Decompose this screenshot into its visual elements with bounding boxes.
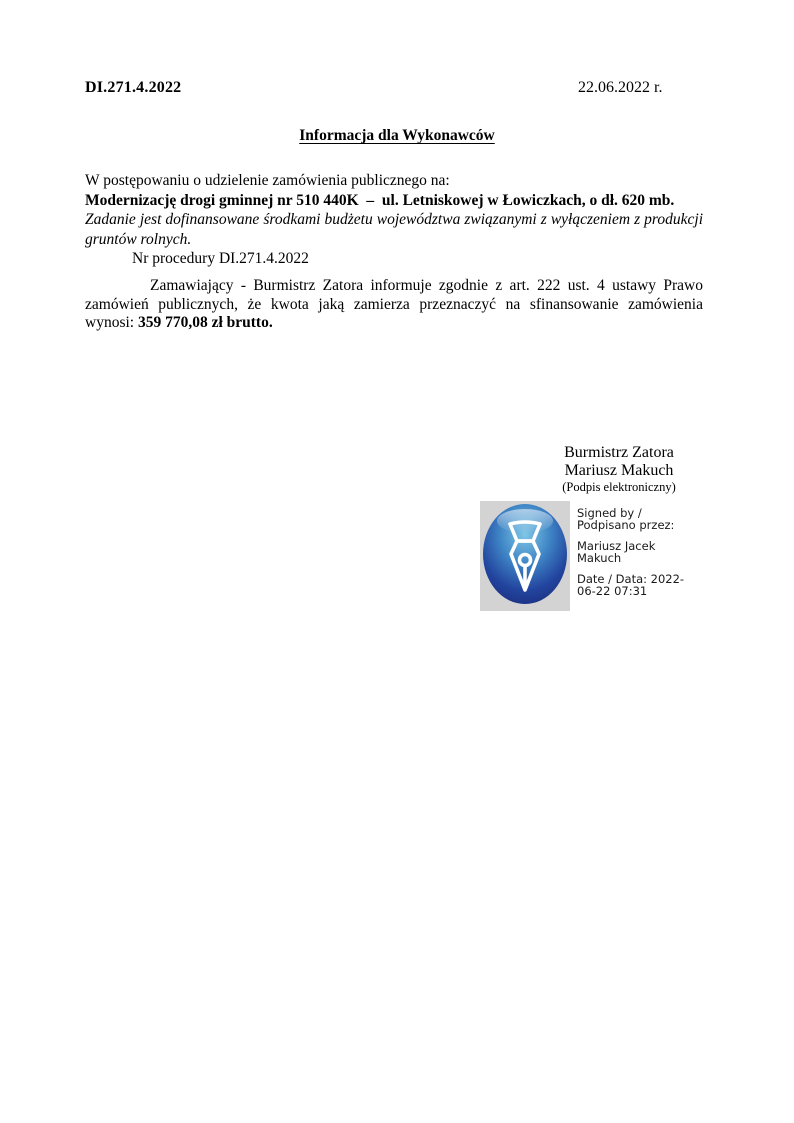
announcement-line-1: Zamawiający - Burmistrz Zatora informuje zgodnie z art. 222 ust. 4 ustawy Prawo [150, 277, 703, 294]
stamp-signed-by-pl: Podpisano przez: [577, 518, 675, 533]
intro-line: W postępowaniu o udzielenie zamówienia publicznego na: [85, 172, 450, 189]
stamp-signer-first-names: Mariusz Jacek [577, 538, 656, 553]
announcement-line-3 [85, 314, 703, 333]
stamp-signed-by-group [577, 507, 707, 532]
stamp-signer-last-name: Makuch [577, 551, 622, 566]
document-title [0, 127, 794, 145]
procedure-number-line: Nr procedury DI.271.4.2022 [132, 250, 309, 267]
funding-note-line-1: Zadanie jest dofinansowane środkami budżetu województwa związanymi z wyłączeniem z produkcji [85, 211, 703, 228]
stamp-date-line-1: Date / Data: 2022- [577, 571, 685, 586]
amount-value: 359 770,08 zł brutto. [137, 314, 273, 331]
document-title-text: Informacja dla Wykonawców [299, 127, 495, 144]
announcement-line-2: zamówień publicznych, że kwota jaką zamierza przeznaczyć na sfinansowanie zamówienia [85, 295, 703, 313]
subject-line: Modernizację drogi gminnej nr 510 440K – ul. Letniskowej w Łowiczkach, o dł. 620 mb. [85, 191, 675, 209]
reference-number: DI.271.4.2022 [85, 79, 182, 96]
document-date: 22.06.2022 r. [578, 79, 663, 96]
stamp-signer-name-group [577, 540, 707, 565]
signer-name: Mariusz Makuch [564, 462, 674, 479]
electronic-signature-stamp [480, 501, 707, 611]
signer-position: Burmistrz Zatora [564, 444, 674, 461]
fountain-pen-nib-icon [480, 501, 570, 611]
stamp-text-block [577, 501, 707, 597]
funding-note-line-2: gruntów rolnych. [85, 230, 192, 248]
stamp-date-line-2: 06-22 07:31 [577, 584, 648, 599]
amount-announcement-paragraph [85, 277, 703, 333]
signature-block [518, 444, 720, 494]
procurement-info-paragraph [85, 171, 703, 269]
stamp-date-group [577, 573, 707, 598]
amount-prefix: wynosi: [85, 314, 138, 331]
signature-type-note: (Podpis elektroniczny) [562, 480, 676, 494]
stamp-signed-by-en: Signed by / [577, 506, 642, 520]
